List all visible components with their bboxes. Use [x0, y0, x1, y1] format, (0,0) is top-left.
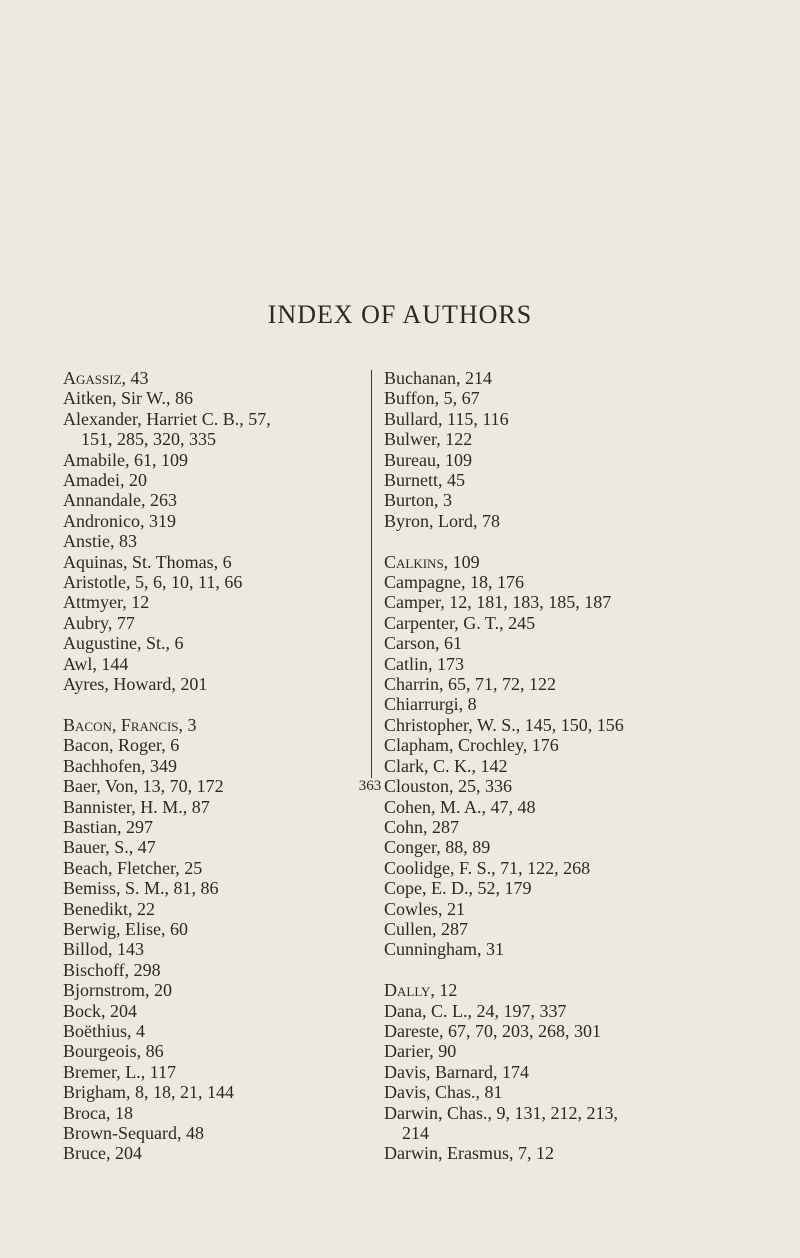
index-entry: Cowles, 21 [384, 898, 465, 919]
index-entry: Alexander, Harriet C. B., 57, [63, 408, 271, 429]
index-entry: Bjornstrom, 20 [63, 980, 173, 1001]
section-gap [384, 960, 724, 980]
index-entry: Bulwer, 122 [384, 429, 473, 450]
index-entry: Cunningham, 31 [384, 939, 504, 960]
index-entry: Brown-Sequard, 48 [63, 1123, 204, 1144]
index-entry: Bureau, 109 [384, 449, 472, 470]
index-entry: Chiarrurgi, 8 [384, 694, 477, 715]
index-entry: Davis, Chas., 81 [384, 1082, 503, 1103]
index-entry: Annandale, 263 [63, 490, 177, 511]
index-entry: Awl, 144 [63, 653, 129, 674]
page-title: INDEX OF AUTHORS [267, 300, 533, 329]
section-gap [384, 531, 724, 551]
index-entry: Baer, Von, 13, 70, 172 [63, 776, 224, 797]
index-entry: Burnett, 45 [384, 470, 465, 491]
index-entry: Coolidge, F. S., 71, 122, 268 [384, 857, 591, 878]
index-entry: Amadei, 20 [63, 470, 147, 491]
index-entry: Carpenter, G. T., 245 [384, 612, 536, 633]
index-entry: Bruce, 204 [63, 1143, 142, 1164]
index-entry-continuation: 214 [402, 1123, 429, 1143]
index-entry: Burton, 3 [384, 490, 453, 511]
entry-page-refs: , 43 [121, 368, 149, 388]
index-entry: Bauer, S., 47 [63, 837, 156, 858]
index-entry: Christopher, W. S., 145, 150, 156 [384, 714, 624, 735]
index-entry: Bastian, 297 [63, 816, 153, 837]
entry-page-refs: , 109 [443, 551, 480, 572]
index-entry: Bock, 204 [63, 1000, 137, 1021]
index-entry: Bourgeois, 86 [63, 1041, 164, 1062]
index-entry: Campagne, 18, 176 [384, 572, 524, 593]
index-entry-section-start [384, 552, 724, 572]
index-entry: Camper, 12, 181, 183, 185, 187 [384, 592, 612, 613]
index-entry: Clouston, 25, 336 [384, 776, 513, 797]
index-entry: Aitken, Sir W., 86 [63, 388, 194, 409]
entry-page-refs: , 3 [178, 714, 197, 735]
index-entry-section-start [384, 980, 724, 1000]
index-entry: Dana, C. L., 24, 197, 337 [384, 1000, 567, 1021]
page-number: 363 [358, 778, 382, 794]
entry-lead-name: Agassiz [63, 368, 122, 388]
entry-lead-name: Dally [384, 980, 431, 1001]
index-entry: Cohen, M. A., 47, 48 [384, 796, 536, 817]
index-column-left [63, 368, 358, 1164]
index-entry: Bullard, 115, 116 [384, 408, 509, 429]
index-entry-continuation: 151, 285, 320, 335 [81, 429, 216, 450]
section-gap [63, 695, 358, 715]
index-entry: Anstie, 83 [63, 531, 137, 552]
index-entry: Catlin, 173 [384, 653, 464, 674]
index-entry: Aubry, 77 [63, 612, 135, 633]
index-entry: Dareste, 67, 70, 203, 268, 301 [384, 1020, 601, 1041]
index-entry: Byron, Lord, 78 [384, 510, 500, 531]
index-entry: Buffon, 5, 67 [384, 388, 480, 409]
index-column-right [384, 368, 724, 1164]
index-entry: Billod, 143 [63, 939, 145, 960]
index-entry: Davis, Barnard, 174 [384, 1061, 529, 1082]
index-entry: Buchanan, 214 [384, 368, 492, 388]
index-entry: Conger, 88, 89 [384, 837, 491, 858]
index-entry: Cullen, 287 [384, 918, 468, 939]
entry-lead-name: Calkins [384, 551, 444, 572]
index-entry: Bannister, H. M., 87 [63, 796, 210, 817]
index-entry: Bachhofen, 349 [63, 755, 177, 776]
column-divider [371, 370, 372, 778]
index-entry: Clark, C. K., 142 [384, 755, 508, 776]
index-entry: Andronico, 319 [63, 510, 176, 531]
index-entry-section-start [63, 715, 358, 735]
index-entry: Bacon, Roger, 6 [63, 735, 180, 756]
index-entry: Carson, 61 [384, 633, 462, 654]
index-entry: Bemiss, S. M., 81, 86 [63, 878, 219, 899]
index-entry: Amabile, 61, 109 [63, 449, 188, 470]
index-entry: Brigham, 8, 18, 21, 144 [63, 1082, 234, 1103]
index-entry: Cope, E. D., 52, 179 [384, 878, 532, 899]
index-entry: Augustine, St., 6 [63, 633, 184, 654]
index-entry: Ayres, Howard, 201 [63, 674, 208, 695]
index-entry: Boëthius, 4 [63, 1020, 146, 1041]
index-entry: Broca, 18 [63, 1102, 133, 1123]
entry-page-refs: , 12 [430, 980, 458, 1001]
index-entry: Cohn, 287 [384, 816, 460, 837]
index-entry: Clapham, Crochley, 176 [384, 735, 559, 756]
index-entry: Benedikt, 22 [63, 898, 155, 919]
index-entry-section-start [63, 368, 358, 388]
index-entry: Beach, Fletcher, 25 [63, 857, 203, 878]
index-entry: Berwig, Elise, 60 [63, 918, 188, 939]
index-entry: Darier, 90 [384, 1041, 457, 1062]
index-entry: Bischoff, 298 [63, 959, 161, 980]
index-entry: Darwin, Chas., 9, 131, 212, 213, [384, 1102, 618, 1123]
entry-lead-name: Bacon, Francis [63, 714, 179, 735]
index-entry: Aristotle, 5, 6, 10, 11, 66 [63, 572, 243, 593]
index-entry: Charrin, 65, 71, 72, 122 [384, 674, 556, 695]
index-entry: Attmyer, 12 [63, 592, 150, 613]
index-entry: Darwin, Erasmus, 7, 12 [384, 1143, 554, 1164]
index-entry: Aquinas, St. Thomas, 6 [63, 551, 232, 572]
index-entry: Bremer, L., 117 [63, 1061, 177, 1082]
